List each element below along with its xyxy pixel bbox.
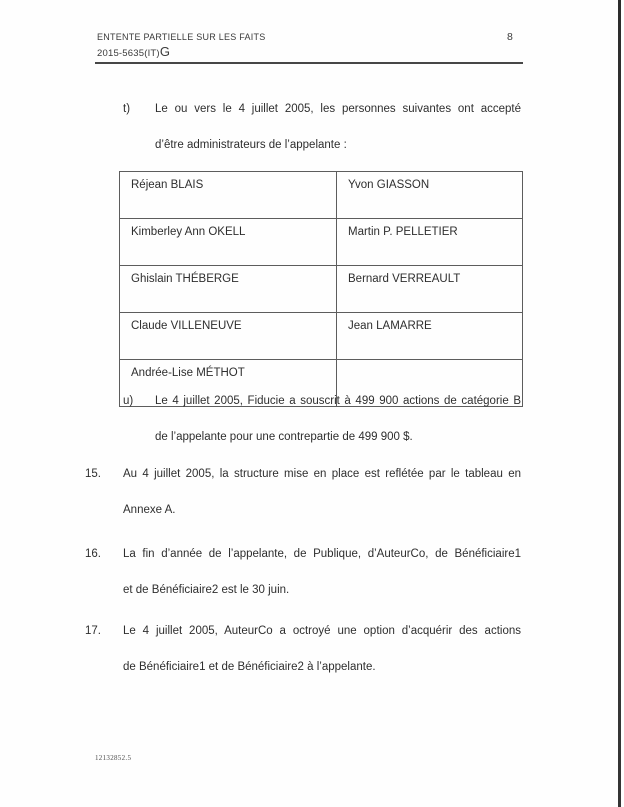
table-row xyxy=(120,313,523,360)
paragraph-17-label: 17. xyxy=(85,625,101,637)
table-row xyxy=(120,266,523,313)
paragraph-15-label: 15. xyxy=(85,468,101,480)
table-cell: Réjean BLAIS xyxy=(120,172,337,219)
paragraph-t-line-2: d’être administrateurs de l’appelante : xyxy=(155,139,347,151)
paragraph-u-line-2: de l’appelante pour une contrepartie de 499 900 $. xyxy=(155,431,413,443)
table-cell: Jean LAMARRE xyxy=(337,313,523,360)
page-number: 8 xyxy=(507,31,513,43)
paragraph-17-text xyxy=(123,613,521,685)
paragraph-16-line-1: La fin d’année de l’appelante, de Publique, d’AuteurCo, de Bénéficiaire1 xyxy=(123,548,521,560)
table-cell: Bernard VERREAULT xyxy=(337,266,523,313)
paragraph-15-line-1: Au 4 juillet 2005, la structure mise en place est reflétée par le tableau en xyxy=(123,468,521,480)
paragraph-15-line-2: Annexe A. xyxy=(123,504,176,516)
case-number xyxy=(97,44,171,59)
document-title: ENTENTE PARTIELLE SUR LES FAITS xyxy=(97,32,266,42)
case-number-base: 2015-5635(IT) xyxy=(97,48,160,59)
table-cell: Ghislain THÉBERGE xyxy=(120,266,337,313)
table-cell: Claude VILLENEUVE xyxy=(120,313,337,360)
paragraph-17-line-1: Le 4 juillet 2005, AuteurCo a octroyé une option d’acquérir des actions xyxy=(123,625,521,637)
paragraph-16-text xyxy=(123,536,521,608)
paragraph-t-label: t) xyxy=(123,103,131,115)
table-cell: Martin P. PELLETIER xyxy=(337,219,523,266)
paragraph-16-line-2: et de Bénéficiaire2 est le 30 juin. xyxy=(123,584,290,596)
case-number-suffix: G xyxy=(159,44,171,59)
paragraph-16-label: 16. xyxy=(85,548,101,560)
table-row xyxy=(120,219,523,266)
table-cell: Andrée-Lise MÉTHOT xyxy=(120,360,337,407)
paragraph-u-label: u) xyxy=(123,395,134,407)
paragraph-17-line-2: de Bénéficiaire1 et de Bénéficiaire2 à l’appelante. xyxy=(123,661,376,673)
table-cell: Kimberley Ann OKELL xyxy=(120,219,337,266)
paragraph-u-text xyxy=(155,383,521,455)
table-cell: Yvon GIASSON xyxy=(337,172,523,219)
footer-document-id: 12132852.5 xyxy=(95,754,132,762)
paragraph-t-line-1: Le ou vers le 4 juillet 2005, les personnes suivantes ont accepté xyxy=(155,103,521,115)
table-row xyxy=(120,172,523,219)
scanner-edge-artifact xyxy=(618,0,621,807)
paragraph-15-text xyxy=(123,456,521,528)
directors-table xyxy=(119,171,523,407)
header-rule xyxy=(95,62,523,64)
paragraph-u-line-1: Le 4 juillet 2005, Fiducie a souscrit à 499 900 actions de catégorie B xyxy=(155,395,521,407)
paragraph-t-text xyxy=(155,91,521,163)
